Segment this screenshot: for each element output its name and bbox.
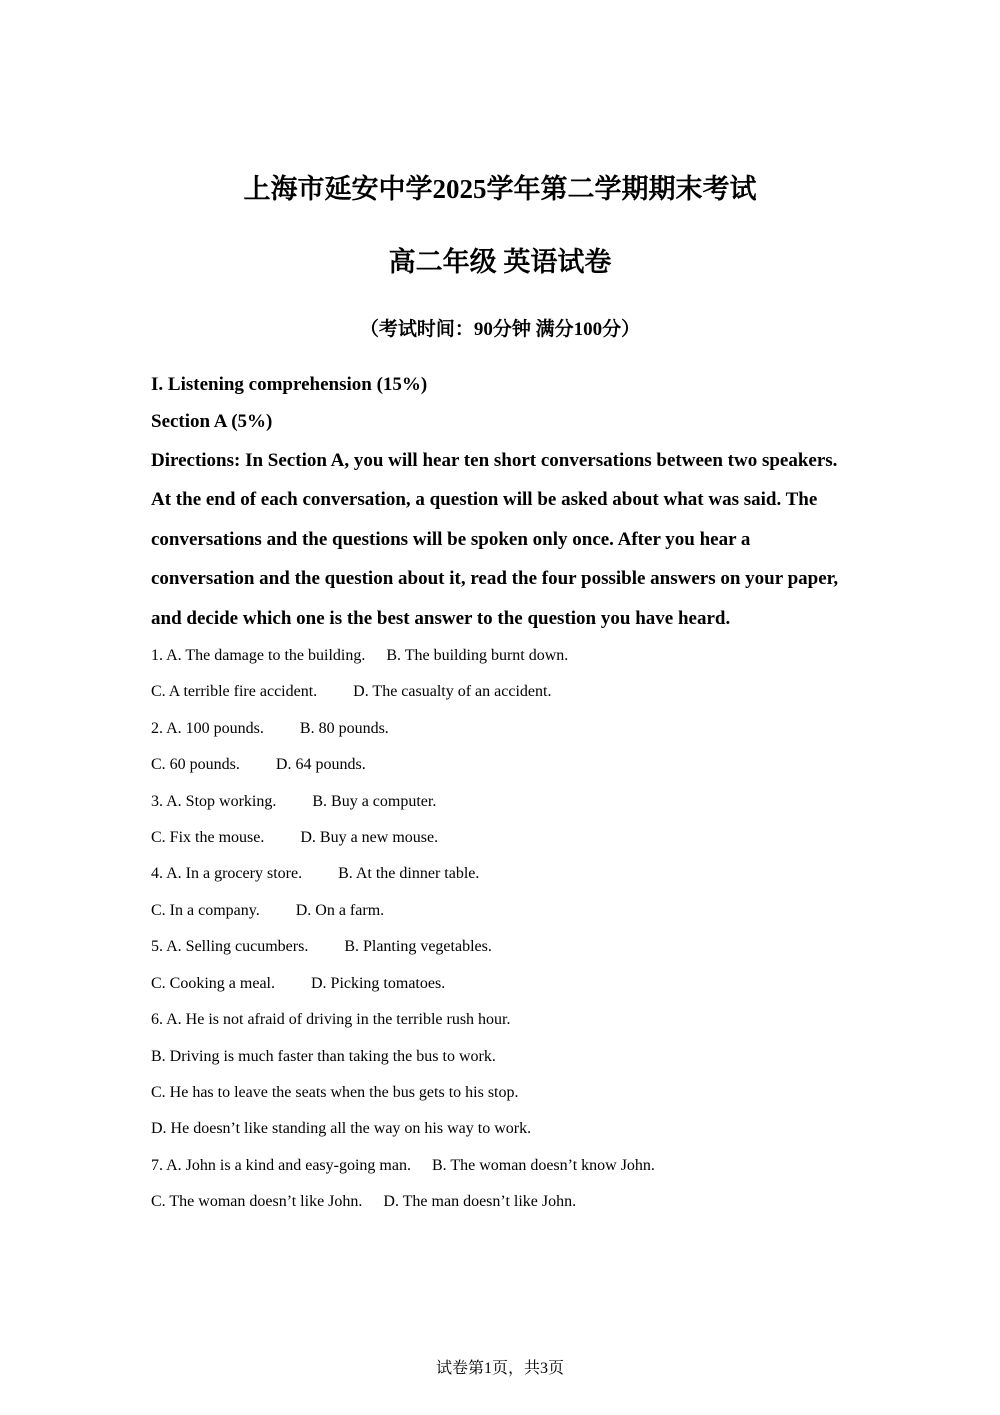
option-1a: 1. A. The damage to the building. [151,647,366,665]
option-6b: B. Driving is much faster than taking the bus to work. [151,1047,496,1065]
exam-title: 上海市延安中学2025学年第二学期期末考试 [243,174,757,204]
question-5-line-1 [151,929,851,965]
option-1d: D. The casualty of an accident. [353,683,552,701]
option-7b: B. The woman doesn’t know John. [431,1156,655,1174]
option-1b: B. The building burnt down. [386,647,569,665]
section-heading: Section A (5%) [151,411,273,432]
option-6c: C. He has to leave the seats when the bus gets to his stop. [151,1083,519,1101]
option-6d: D. He doesn’t like standing all the way on his way to work. [151,1120,532,1138]
option-2d: D. 64 pounds. [275,756,366,774]
option-7a: 7. A. John is a kind and easy-going man. [151,1156,411,1174]
option-3b: B. Buy a computer. [312,792,437,810]
directions-text: Directions: In Section A, you will hear ten short conversations between two speakers. At the end of each conversation, a question will be asked about what was said. The conversations and the questions will be spoken only once. After you hear a conversation and the question about it, read the four possible answers on your paper, and decide which one is the best answer to the question you have heard. [151,450,839,629]
question-3-line-2 [151,820,851,856]
question-7-line-2 [151,1184,851,1220]
option-6a: 6. A. He is not afraid of driving in the terrible rush hour. [151,1011,511,1029]
option-2c: C. 60 pounds. [151,756,240,774]
option-3d: D. Buy a new mouse. [300,829,439,847]
option-5a: 5. A. Selling cucumbers. [151,938,309,956]
question-4-line-1 [151,856,851,892]
part-heading: I. Listening comprehension (15%) [151,374,428,395]
option-5c: C. Cooking a meal. [151,974,275,992]
question-1-line-2 [151,674,851,710]
option-7d: D. The man doesn’t like John. [383,1193,577,1211]
option-2a: 2. A. 100 pounds. [151,719,264,737]
option-7c: C. The woman doesn’t like John. [151,1193,363,1211]
option-3a: 3. A. Stop working. [151,792,277,810]
option-4d: D. On a farm. [295,901,385,919]
option-1c: C. A terrible fire accident. [151,683,318,701]
option-5d: D. Picking tomatoes. [310,974,446,992]
option-2b: B. 80 pounds. [299,719,389,737]
exam-subtitle: 高二年级 英语试卷 [388,247,612,277]
question-5-line-2 [151,966,851,1002]
question-2-line-1 [151,711,851,747]
page-footer: 试卷第1页，共3页 [435,1360,564,1377]
option-4b: B. At the dinner table. [338,865,480,883]
question-1-line-1 [151,638,851,674]
option-4a: 4. A. In a grocery store. [151,865,303,883]
option-4c: C. In a company. [151,901,260,919]
question-3-line-1 [151,784,851,820]
question-4-line-2 [151,893,851,929]
question-7-line-1 [151,1148,851,1184]
exam-content [151,366,851,1221]
question-2-line-2 [151,747,851,783]
option-5b: B. Planting vegetables. [344,938,492,956]
exam-info: （考试时间：90分钟 满分100分） [359,319,641,340]
option-3c: C. Fix the mouse. [151,829,265,847]
